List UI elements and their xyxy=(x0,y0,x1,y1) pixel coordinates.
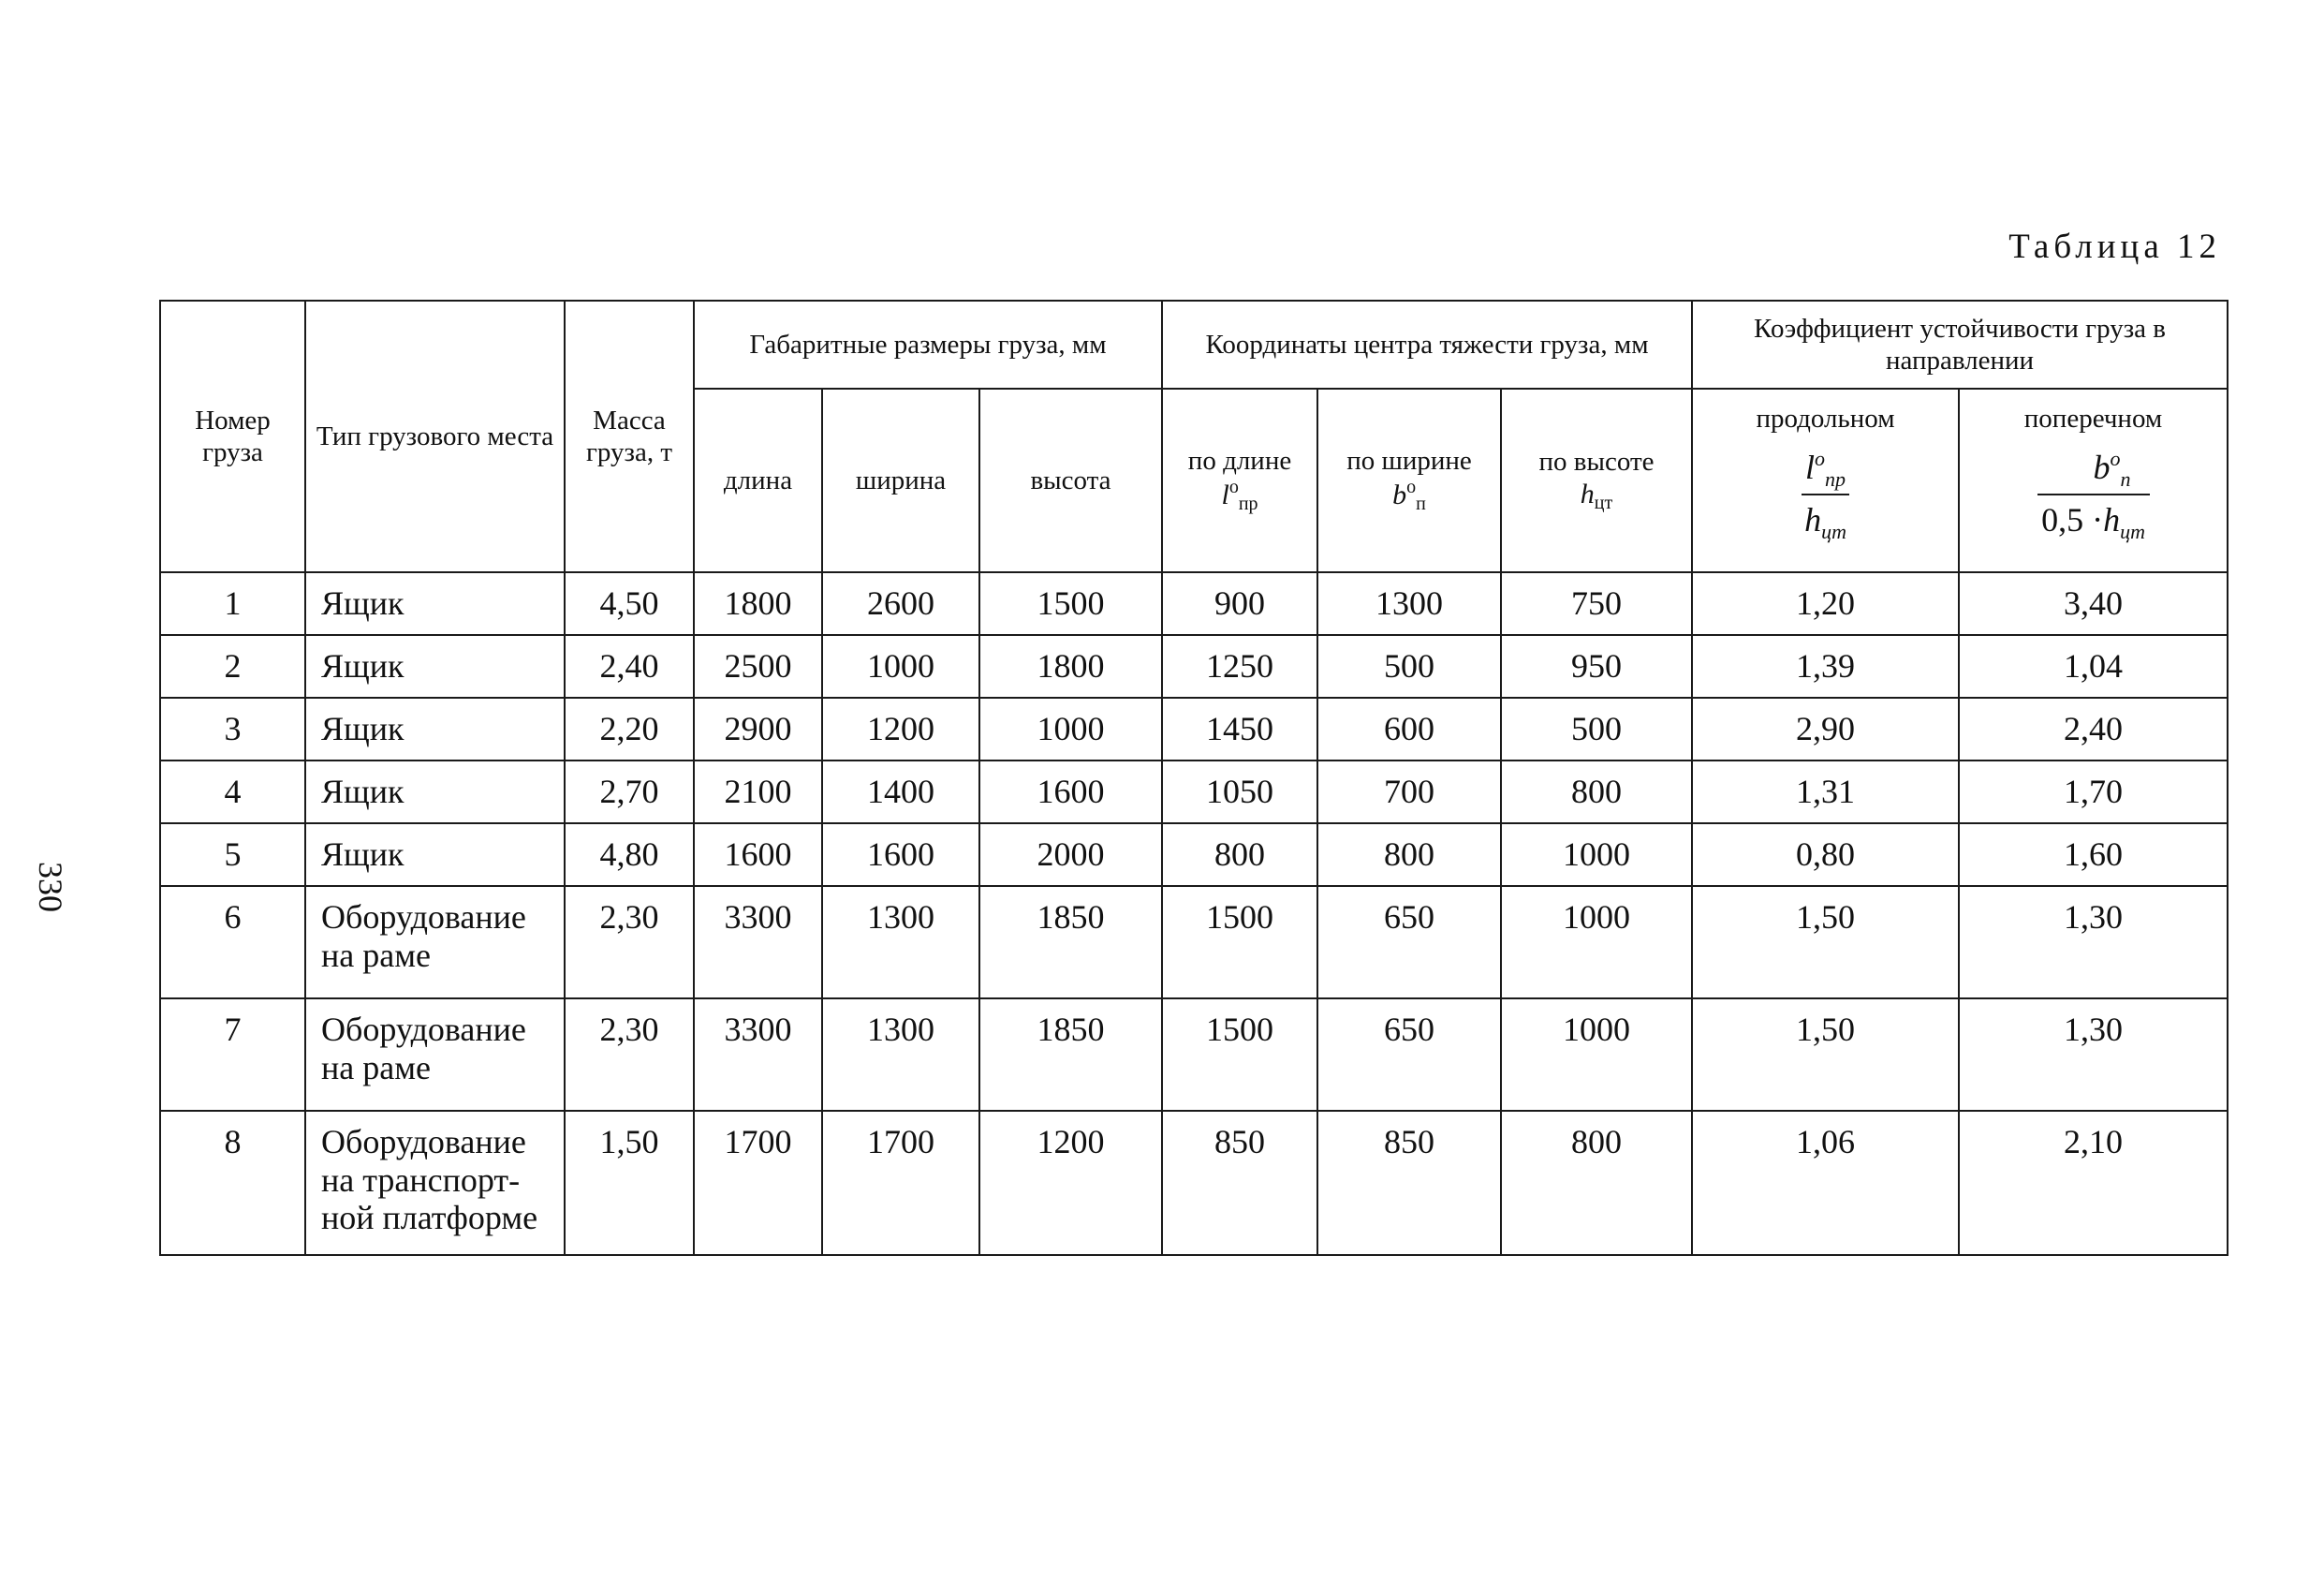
cell-length: 1700 xyxy=(694,1111,822,1255)
header-cog-by-height xyxy=(1501,389,1692,572)
cell-length: 3300 xyxy=(694,886,822,998)
longitudinal-formula-numerator xyxy=(1802,448,1849,495)
cell-cog-width: 700 xyxy=(1317,761,1501,823)
transverse-den-subscript: цт xyxy=(2120,520,2145,544)
header-stability-longitudinal-label: продольном xyxy=(1756,404,1895,434)
table-caption: Таблица 12 xyxy=(2008,228,2221,266)
table-row xyxy=(160,823,2228,886)
header-cog-by-width-symbol: b xyxy=(1392,480,1407,511)
transverse-formula-numerator xyxy=(2037,448,2150,495)
table-row xyxy=(160,635,2228,698)
transverse-formula xyxy=(2037,448,2150,542)
cell-number: 4 xyxy=(160,761,305,823)
longitudinal-num-subscript: пр xyxy=(1825,467,1846,492)
cell-number: 5 xyxy=(160,823,305,886)
cell-height: 1200 xyxy=(979,1111,1162,1255)
cell-height: 1850 xyxy=(979,886,1162,998)
longitudinal-num-superscript: o xyxy=(1815,447,1826,471)
cell-k-transverse: 1,60 xyxy=(1959,823,2228,886)
cell-k-transverse: 1,04 xyxy=(1959,635,2228,698)
cell-length: 1800 xyxy=(694,572,822,635)
header-dimensions-group: Габаритные размеры груза, мм xyxy=(694,301,1162,389)
cell-cog-width: 650 xyxy=(1317,886,1501,998)
cell-length: 2900 xyxy=(694,698,822,761)
header-cargo-number: Номер груза xyxy=(160,301,305,572)
cell-cog-height: 1000 xyxy=(1501,823,1692,886)
cell-height: 1000 xyxy=(979,698,1162,761)
cell-cog-width: 1300 xyxy=(1317,572,1501,635)
cell-number: 3 xyxy=(160,698,305,761)
cell-cog-width: 650 xyxy=(1317,998,1501,1111)
header-cog-by-length xyxy=(1162,389,1317,572)
longitudinal-formula-denominator xyxy=(1802,495,1849,542)
table-row xyxy=(160,761,2228,823)
cell-width: 1300 xyxy=(822,998,979,1111)
cell-number: 6 xyxy=(160,886,305,998)
header-height: высота xyxy=(979,389,1162,572)
header-cog-by-width-subscript: п xyxy=(1416,494,1426,515)
header-center-of-gravity-group: Координаты центра тяжести груза, мм xyxy=(1162,301,1692,389)
cell-number: 8 xyxy=(160,1111,305,1255)
table-row xyxy=(160,886,2228,998)
cell-number: 2 xyxy=(160,635,305,698)
transverse-formula-denominator xyxy=(2037,495,2150,542)
cell-number: 7 xyxy=(160,998,305,1111)
cell-width: 1700 xyxy=(822,1111,979,1255)
cell-cog-height: 1000 xyxy=(1501,998,1692,1111)
cell-mass: 2,70 xyxy=(565,761,694,823)
cell-length: 2500 xyxy=(694,635,822,698)
header-cog-by-length-superscript: o xyxy=(1228,477,1239,498)
cell-type: Оборудование на раме xyxy=(305,886,565,998)
cell-cog-width: 800 xyxy=(1317,823,1501,886)
cell-k-longitudinal: 1,06 xyxy=(1692,1111,1959,1255)
cell-cog-height: 500 xyxy=(1501,698,1692,761)
table-row xyxy=(160,572,2228,635)
cell-cog-length: 900 xyxy=(1162,572,1317,635)
cell-cog-height: 800 xyxy=(1501,1111,1692,1255)
transverse-num-subscript: п xyxy=(2120,467,2131,492)
cell-width: 1200 xyxy=(822,698,979,761)
header-cog-by-height-label: по высоте xyxy=(1538,447,1655,478)
cell-type: Оборудование на раме xyxy=(305,998,565,1111)
cell-k-longitudinal: 1,50 xyxy=(1692,998,1959,1111)
cell-length: 3300 xyxy=(694,998,822,1111)
cell-cog-length: 800 xyxy=(1162,823,1317,886)
cell-k-longitudinal: 1,39 xyxy=(1692,635,1959,698)
cell-type: Ящик xyxy=(305,823,565,886)
cell-cog-height: 800 xyxy=(1501,761,1692,823)
cell-mass: 4,50 xyxy=(565,572,694,635)
cell-k-longitudinal: 0,80 xyxy=(1692,823,1959,886)
cell-mass: 1,50 xyxy=(565,1111,694,1255)
transverse-num-symbol: b xyxy=(2093,449,2111,487)
cell-height: 2000 xyxy=(979,823,1162,886)
cell-width: 2600 xyxy=(822,572,979,635)
cell-length: 2100 xyxy=(694,761,822,823)
header-stability-transverse xyxy=(1959,389,2228,572)
cell-cog-length: 1450 xyxy=(1162,698,1317,761)
cell-cog-length: 850 xyxy=(1162,1111,1317,1255)
cell-mass: 4,80 xyxy=(565,823,694,886)
longitudinal-formula xyxy=(1802,448,1849,542)
cell-k-transverse: 1,30 xyxy=(1959,998,2228,1111)
cell-mass: 2,30 xyxy=(565,886,694,998)
cell-k-longitudinal: 1,50 xyxy=(1692,886,1959,998)
longitudinal-num-symbol: l xyxy=(1805,449,1816,487)
header-cog-by-length-subscript: пр xyxy=(1238,494,1258,515)
table-row xyxy=(160,1111,2228,1255)
header-stability-group: Коэффициент устойчивости груза в направлении xyxy=(1692,301,2228,389)
cell-k-longitudinal: 1,31 xyxy=(1692,761,1959,823)
header-length: длина xyxy=(694,389,822,572)
cell-mass: 2,40 xyxy=(565,635,694,698)
cell-length: 1600 xyxy=(694,823,822,886)
header-row-top xyxy=(160,301,2228,389)
transverse-den-coefficient: 0,5 · xyxy=(2041,501,2104,539)
cell-height: 1850 xyxy=(979,998,1162,1111)
cell-mass: 2,20 xyxy=(565,698,694,761)
cell-cog-length: 1500 xyxy=(1162,998,1317,1111)
cell-type: Ящик xyxy=(305,572,565,635)
cell-width: 1300 xyxy=(822,886,979,998)
cell-cog-height: 750 xyxy=(1501,572,1692,635)
transverse-den-symbol: h xyxy=(2103,501,2121,539)
cell-k-transverse: 1,70 xyxy=(1959,761,2228,823)
cell-mass: 2,30 xyxy=(565,998,694,1111)
cell-height: 1600 xyxy=(979,761,1162,823)
cargo-stability-table xyxy=(159,300,2228,1256)
page-number: 330 xyxy=(32,862,69,912)
cell-cog-length: 1250 xyxy=(1162,635,1317,698)
cell-k-transverse: 3,40 xyxy=(1959,572,2228,635)
cell-height: 1800 xyxy=(979,635,1162,698)
longitudinal-den-subscript: цт xyxy=(1821,520,1846,544)
cell-type: Ящик xyxy=(305,698,565,761)
header-cargo-type: Тип грузового места xyxy=(305,301,565,572)
cell-number: 1 xyxy=(160,572,305,635)
header-cog-by-length-symbol: l xyxy=(1221,480,1229,511)
cell-k-transverse: 1,30 xyxy=(1959,886,2228,998)
header-cog-by-length-label: по длине xyxy=(1187,446,1292,477)
cell-width: 1400 xyxy=(822,761,979,823)
cell-height: 1500 xyxy=(979,572,1162,635)
header-cog-by-width xyxy=(1317,389,1501,572)
cell-cog-length: 1500 xyxy=(1162,886,1317,998)
cell-k-longitudinal: 1,20 xyxy=(1692,572,1959,635)
header-cog-by-height-subscript: цт xyxy=(1594,493,1613,514)
longitudinal-den-symbol: h xyxy=(1804,501,1822,539)
cell-type: Ящик xyxy=(305,761,565,823)
table-row xyxy=(160,998,2228,1111)
cell-width: 1000 xyxy=(822,635,979,698)
cell-k-transverse: 2,40 xyxy=(1959,698,2228,761)
cell-cog-width: 600 xyxy=(1317,698,1501,761)
header-width: ширина xyxy=(822,389,979,572)
header-cog-by-width-label: по ширине xyxy=(1346,446,1472,477)
cell-k-transverse: 2,10 xyxy=(1959,1111,2228,1255)
table-row xyxy=(160,698,2228,761)
cell-type: Ящик xyxy=(305,635,565,698)
header-cog-by-width-superscript: o xyxy=(1406,477,1417,498)
cell-type: Оборудование на транспорт-ной платформе xyxy=(305,1111,565,1255)
cell-cog-height: 1000 xyxy=(1501,886,1692,998)
header-stability-longitudinal xyxy=(1692,389,1959,572)
header-stability-transverse-label: поперечном xyxy=(2023,404,2163,434)
header-cog-by-height-symbol: h xyxy=(1580,479,1595,510)
header-cargo-mass: Масса груза, т xyxy=(565,301,694,572)
cell-cog-height: 950 xyxy=(1501,635,1692,698)
cell-cog-length: 1050 xyxy=(1162,761,1317,823)
cell-k-longitudinal: 2,90 xyxy=(1692,698,1959,761)
cell-cog-width: 500 xyxy=(1317,635,1501,698)
cell-width: 1600 xyxy=(822,823,979,886)
cell-cog-width: 850 xyxy=(1317,1111,1501,1255)
transverse-num-superscript: o xyxy=(2110,447,2121,471)
